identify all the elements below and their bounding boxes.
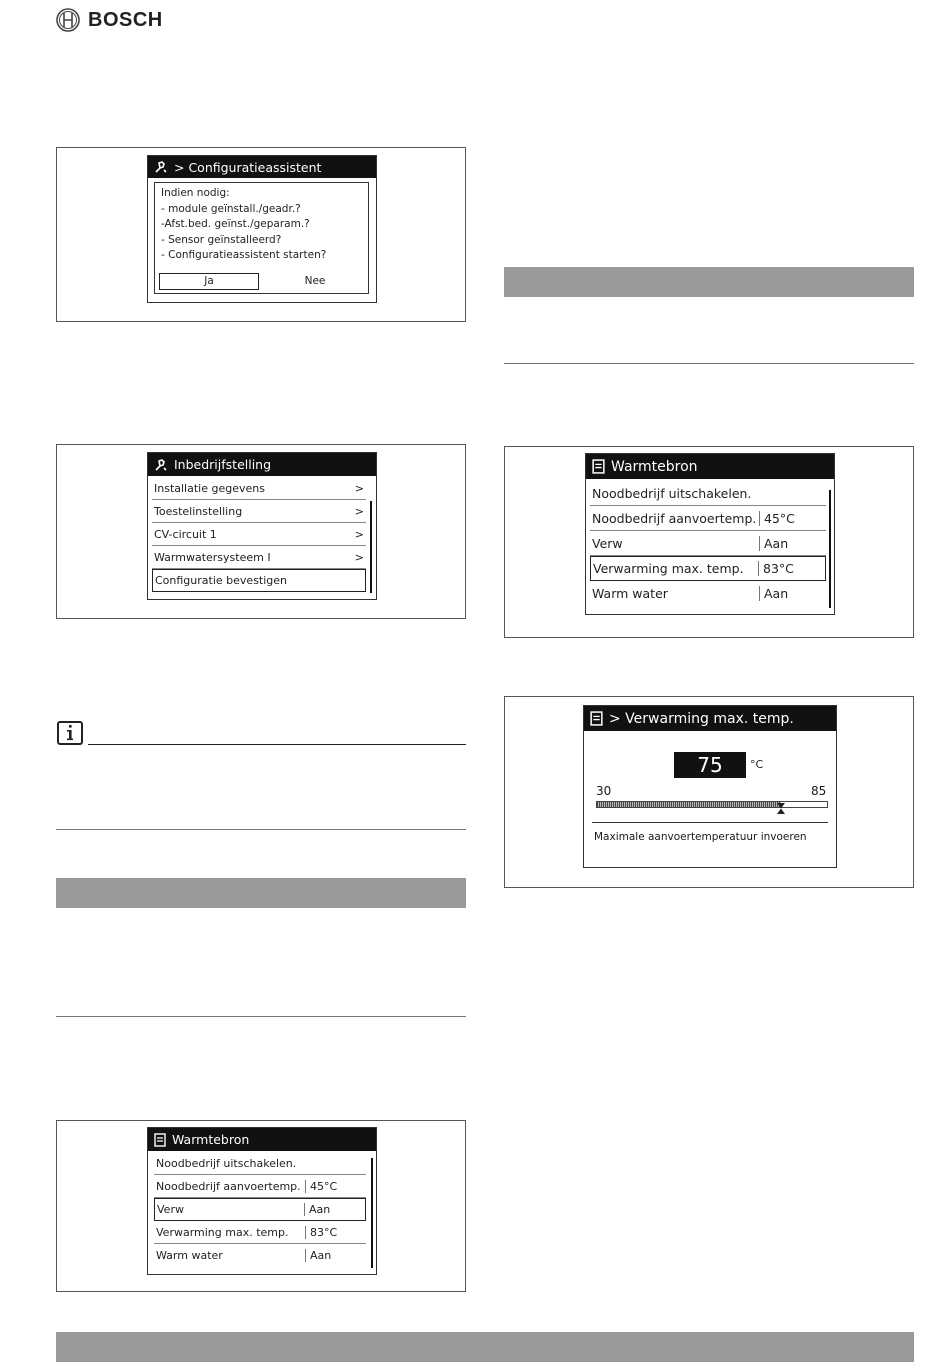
temperature-unit: °C — [750, 758, 764, 771]
menu-item-emergency-disable[interactable]: Noodbedrijf uitschakelen. — [154, 1152, 366, 1175]
row-value: Aan — [305, 1249, 366, 1262]
figure-heat-source-right — [504, 446, 914, 638]
menu-item-emergency-flow-temp[interactable]: Noodbedrijf aanvoertemp. 45°C — [154, 1175, 366, 1198]
wrench-icon — [154, 458, 168, 472]
device-screen — [147, 155, 377, 303]
screen-title: Warmtebron — [172, 1132, 250, 1147]
info-icon — [57, 721, 83, 745]
dialog-line: - Sensor geïnstalleerd? — [161, 233, 282, 246]
screen-title-bar — [586, 454, 834, 479]
temperature-slider[interactable] — [596, 801, 828, 808]
screen-title-bar — [148, 156, 376, 178]
range-min: 30 — [596, 784, 612, 798]
chevron-right-icon: > — [354, 481, 364, 495]
menu-item-heating[interactable]: Verw Aan — [590, 531, 826, 556]
row-value: 83°C — [758, 561, 825, 576]
info-divider — [88, 744, 466, 745]
no-button[interactable]: Nee — [304, 275, 326, 287]
chevron-right-icon: > — [354, 527, 364, 541]
menu-item-dhw-system-1[interactable]: Warmwatersysteem I > — [152, 546, 366, 569]
menu-item-heating-max-temp[interactable]: Verwarming max. temp. 83°C — [154, 1221, 366, 1244]
menu-item-emergency-disable[interactable]: Noodbedrijf uitschakelen. — [590, 481, 826, 506]
wrench-icon — [154, 160, 168, 174]
brand-logo — [56, 8, 163, 32]
screen-title-bar — [148, 1128, 376, 1151]
chevron-right-icon: > — [354, 550, 364, 564]
menu-item-heating-max-temp[interactable]: Verwarming max. temp. 83°C — [590, 556, 826, 581]
boiler-icon — [154, 1133, 166, 1147]
boiler-icon — [590, 711, 603, 726]
row-value: 45°C — [305, 1180, 366, 1193]
screen-title-bar — [148, 453, 376, 476]
row-value: Aan — [759, 586, 826, 601]
scrollbar[interactable] — [370, 501, 372, 593]
dialog-box — [154, 182, 369, 294]
brand-name: BOSCH — [88, 8, 163, 31]
screen-title: Inbedrijfstelling — [174, 457, 272, 472]
menu-item-heating[interactable]: Verw Aan — [154, 1198, 366, 1221]
yes-button[interactable]: Ja — [159, 273, 259, 290]
dialog-line: -Afst.bed. geïnst./geparam.? — [161, 218, 310, 230]
dialog-line: - Configuratieassistent starten? — [161, 249, 327, 261]
section-divider — [56, 829, 466, 830]
range-max: 85 — [811, 784, 827, 798]
figure-commissioning — [56, 444, 466, 619]
hint-text: Maximale aanvoertemperatuur invoeren — [594, 831, 807, 843]
menu-item-hot-water[interactable]: Warm water Aan — [154, 1244, 366, 1267]
slider-knob-icon[interactable] — [776, 799, 786, 810]
device-screen — [585, 453, 835, 615]
row-value: Aan — [759, 536, 826, 551]
figure-config-assistant — [56, 147, 466, 322]
dialog-line: Indien nodig: — [161, 187, 230, 199]
menu-item-hot-water[interactable]: Warm water Aan — [590, 581, 826, 606]
device-screen — [147, 452, 377, 600]
screen-title: > Configuratieassistent — [174, 159, 322, 175]
row-value: 45°C — [759, 511, 826, 526]
device-screen — [147, 1127, 377, 1275]
section-heading-bar — [504, 267, 914, 297]
screen-title-bar — [584, 706, 836, 731]
device-screen — [583, 705, 837, 868]
temperature-value: 75 — [697, 753, 723, 777]
figure-heat-source-left — [56, 1120, 466, 1292]
chevron-right-icon: > — [354, 504, 364, 518]
menu-item-confirm-configuration[interactable]: Configuratie bevestigen — [152, 569, 366, 592]
scrollbar[interactable] — [829, 490, 831, 608]
menu-item-installation-data[interactable]: Installatie gegevens > — [152, 477, 366, 500]
screen-title: Warmtebron — [611, 458, 698, 475]
slider-fill — [597, 802, 781, 807]
hint-divider — [592, 822, 828, 823]
bosch-armature-icon — [56, 8, 80, 32]
row-value: Aan — [304, 1203, 365, 1216]
menu-item-emergency-flow-temp[interactable]: Noodbedrijf aanvoertemp. 45°C — [590, 506, 826, 531]
boiler-icon — [592, 459, 605, 474]
footer-bar — [56, 1332, 914, 1362]
scrollbar[interactable] — [371, 1158, 373, 1268]
section-divider — [56, 1016, 466, 1017]
section-divider — [504, 363, 914, 364]
menu-item-device-settings[interactable]: Toestelinstelling > — [152, 500, 366, 523]
dialog-line: - module geïnstall./geadr.? — [161, 202, 301, 215]
figure-heating-max-temp — [504, 696, 914, 888]
section-heading-bar — [56, 878, 466, 908]
row-value: 83°C — [305, 1226, 366, 1239]
screen-title: > Verwarming max. temp. — [609, 710, 794, 727]
menu-item-heating-circuit-1[interactable]: CV-circuit 1 > — [152, 523, 366, 546]
temperature-value-box[interactable] — [674, 752, 746, 778]
